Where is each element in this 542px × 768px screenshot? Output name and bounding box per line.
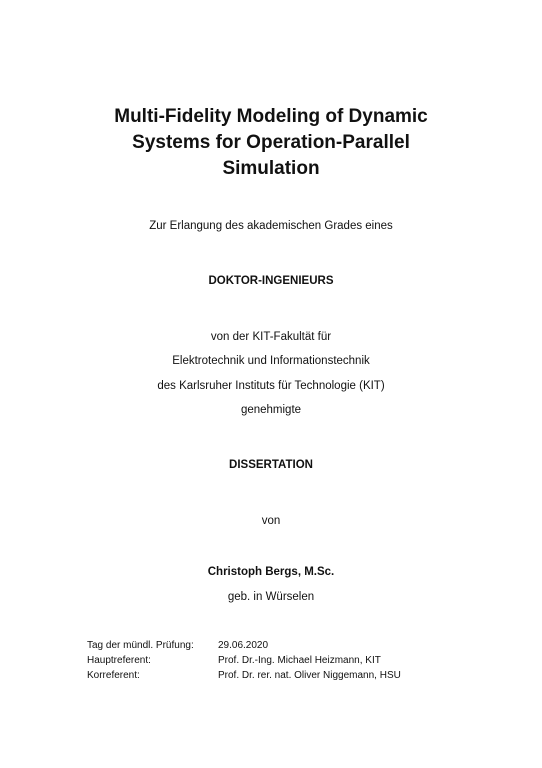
by-text: von <box>261 515 281 527</box>
exam-row-co-referee <box>87 668 401 683</box>
title-line-1: Multi-Fidelity Modeling of Dynamic <box>114 106 428 127</box>
purpose-text: Zur Erlangung des akademischen Grades eines <box>149 220 393 232</box>
main-referee-label: Hauptreferent: <box>87 655 151 666</box>
faculty-line-2: Elektrotechnik und Informationstechnik <box>172 355 370 367</box>
faculty-line-4: genehmigte <box>240 404 302 416</box>
thesis-title <box>60 104 482 182</box>
exam-row-date <box>87 638 401 653</box>
doc-type-text: DISSERTATION <box>229 459 313 471</box>
exam-date-label: Tag der mündl. Prüfung: <box>87 640 194 651</box>
exam-info <box>87 638 401 683</box>
exam-row-main-referee <box>87 653 401 668</box>
faculty-line-1: von der KIT-Fakultät für <box>210 331 332 343</box>
author-name: Christoph Bergs, M.Sc. <box>207 566 335 578</box>
main-referee-value: Prof. Dr.-Ing. Michael Heizmann, KIT <box>218 655 381 666</box>
title-line-3: Simulation <box>222 158 320 179</box>
exam-date-value: 29.06.2020 <box>218 640 269 651</box>
title-line-2: Systems for Operation-Parallel <box>132 132 410 153</box>
degree-text: DOKTOR-INGENIEURS <box>208 275 334 287</box>
faculty-line-3: des Karlsruher Instituts für Technologie (KIT) <box>157 380 385 392</box>
co-referee-label: Korreferent: <box>87 670 140 681</box>
birthplace-text: geb. in Würselen <box>227 591 315 603</box>
co-referee-value: Prof. Dr. rer. nat. Oliver Niggemann, HSU <box>218 670 401 681</box>
